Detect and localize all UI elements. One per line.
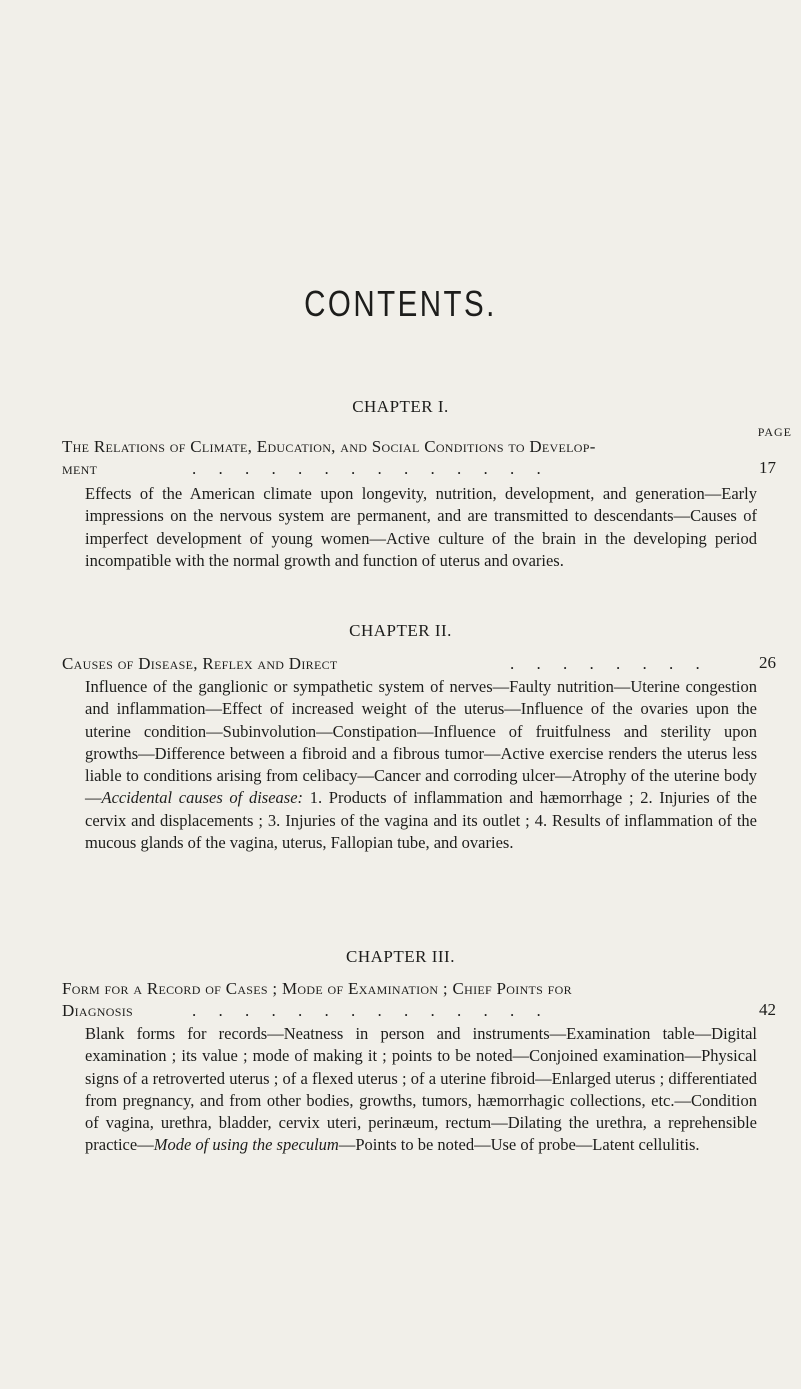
chapter-2-leader: . . . . . . . . bbox=[510, 654, 709, 673]
chapter-2-description bbox=[85, 676, 757, 854]
chapter-3-description bbox=[85, 1023, 757, 1157]
chapter-1-description: Effects of the American climate upon longevity, nutrition, development, and generation—Early impressions on the nervous system are permanent, and are transmitted to descendants—Causes of imperfect development of young women—Active culture of the brain in the developing period incompatible with the normal growth and function of uterus and ovaries. bbox=[85, 484, 757, 570]
page-title: CONTENTS. bbox=[304, 283, 497, 324]
chapter-3-title-line2-text: Diagnosis bbox=[62, 1001, 133, 1020]
chapter-3-page-number: 42 bbox=[759, 1000, 776, 1019]
chapter-1-title-line2-text: ment bbox=[62, 459, 98, 478]
chapter-2-description-part1: Influence of the ganglionic or sympathetic system of nerves—Faulty nutrition—Uterine congestion and inflammation—Effect of increased weight of the uterus—Influence of the ovaries upon the uterine condition—Subinvolution—Constipation—Influence of fruitfulness and sterility upon growths—Difference between a fibroid and a fibrous tumor—Active exercise renders the uterus less liable to conditions arising from celibacy—Cancer and corroding ulcer—Atrophy of the uterine body— bbox=[85, 677, 757, 808]
chapter-1-title-line2 bbox=[62, 458, 756, 480]
chapter-1-title bbox=[62, 436, 756, 480]
chapter-3-heading: CHAPTER III. bbox=[346, 947, 455, 966]
chapter-2-title-line1 bbox=[62, 653, 756, 675]
chapter-3-description-part1: Blank forms for records—Neatness in person and instruments—Examination table—Digital examination ; its value ; mode of making it ; points to be noted—Conjoined examination—Physical signs of a retroverted uterus ; of a flexed uterus ; of a uterine fibroid—Enlarged uterus ; differentiated from pregnancy, and from other bodies, growths, tumors, hæmorrhagic collections, etc.—Condition of vagina, urethra, bladder, cervix uteri, perinæum, rectum—Dilating the urethra, a reprehensible practice— bbox=[85, 1024, 757, 1155]
chapter-3-description-part2: —Points to be noted—Use of probe—Latent cellulitis. bbox=[338, 1135, 700, 1155]
chapter-2-description-part2: 1. Products of inflammation and hæmorrhage ; 2. Injuries of the cervix and displacements ; 3. Injuries of the vagina and its outlet ; 4. Results of inflammation of the mucous glands of the vagina, uterus, Fallopian tube, and ovaries. bbox=[85, 788, 757, 853]
chapter-2-page-number: 26 bbox=[759, 653, 776, 672]
chapter-3-leader: . . . . . . . . . . . . . . bbox=[192, 1001, 550, 1020]
chapter-1-heading: CHAPTER I. bbox=[352, 397, 449, 416]
chapter-3-title-line1: Form for a Record of Cases ; Mode of Examination ; Chief Points for bbox=[62, 979, 572, 998]
chapter-1-page-number: 17 bbox=[759, 458, 776, 477]
chapter-2-description-italic: Accidental causes of disease: bbox=[101, 788, 304, 808]
chapter-3-title-line2 bbox=[62, 1000, 756, 1022]
chapter-2-heading: CHAPTER II. bbox=[349, 621, 452, 640]
chapter-2-title-text: Causes of Disease, Reflex and Direct bbox=[62, 654, 338, 673]
chapter-1-leader: . . . . . . . . . . . . . . bbox=[192, 459, 550, 478]
chapter-2-title bbox=[62, 653, 756, 675]
chapter-3-description-italic: Mode of using the speculum bbox=[153, 1135, 339, 1155]
chapter-3-title bbox=[62, 978, 756, 1022]
chapter-1-title-line1: The Relations of Climate, Education, and Social Conditions to Develop- bbox=[62, 437, 596, 456]
page-column-label: PAGE bbox=[757, 425, 792, 439]
